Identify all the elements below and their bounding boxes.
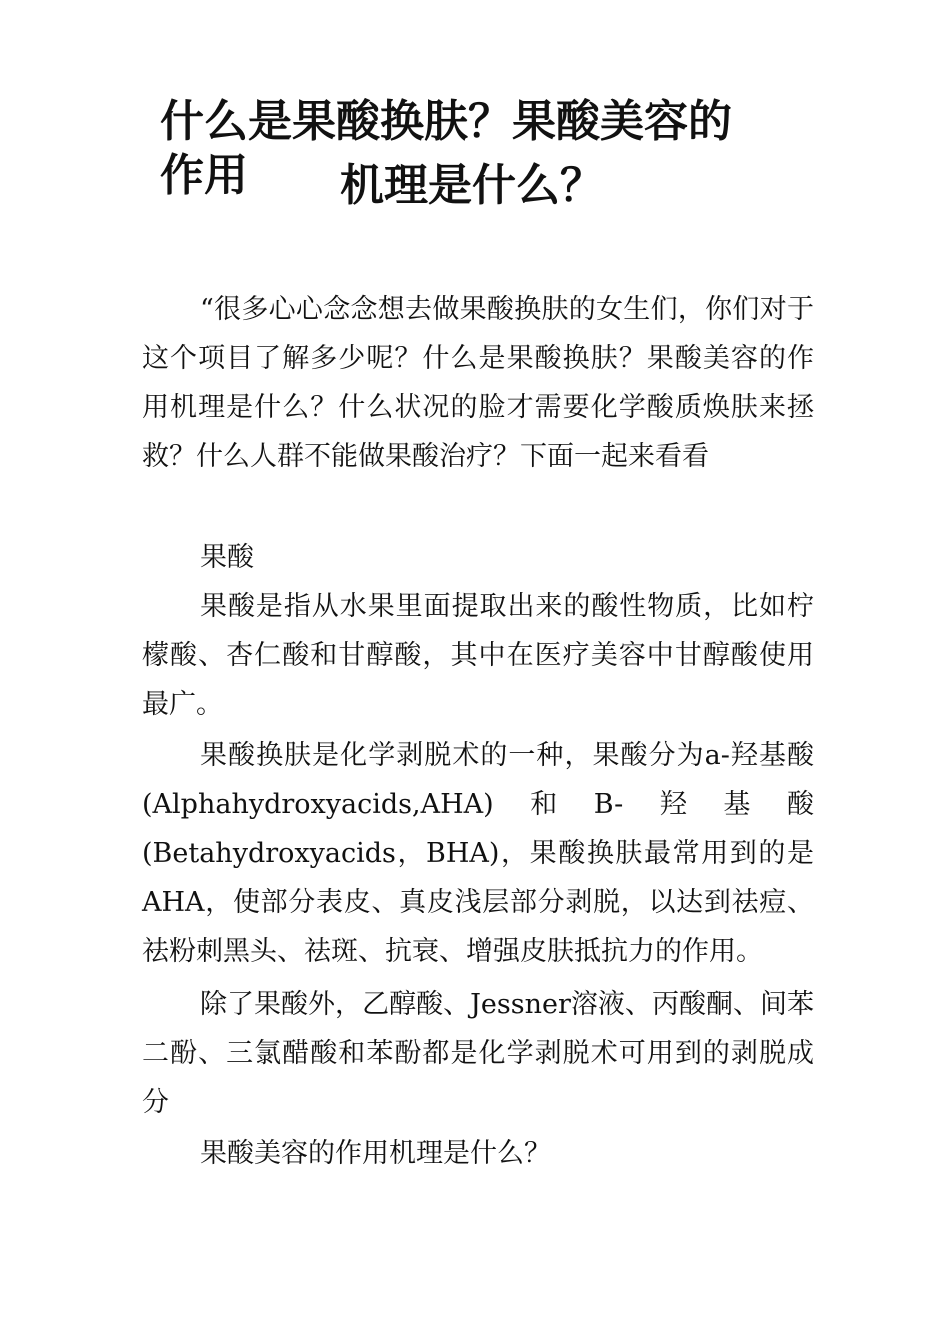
section-heading-fruit-acid: 果酸 — [200, 542, 254, 573]
peel-classification-paragraph: 果酸换肤是化学剥脱术的一种，果酸分为a-羟基酸(Alphahydroxyacids,AHA)和B-羟基酸(Betahydroxyacids，BHA)，果酸换肤最常用到的是AHA，使部分表皮、真皮浅层部分剥脱，以达到祛痘、祛粉刺黑头、祛斑、抗衰、增强皮肤抵抗力的作用。 — [142, 740, 814, 967]
section-heading-mechanism: 果酸美容的作用机理是什么？ — [200, 1138, 551, 1169]
fruit-acid-definition-paragraph: 果酸是指从水果里面提取出来的酸性物质，比如柠檬酸、杏仁酸和甘醇酸，其中在医疗美容中甘醇酸使用最广。 — [142, 591, 814, 720]
document-title-line-3: 机理是什么？ — [340, 160, 604, 211]
intro-paragraph: “很多心心念念想去做果酸换肤的女生们，你们对于这个项目了解多少呢？什么是果酸换肤？果酸美容的作用机理是什么？什么状况的脸才需要化学酸质焕肤来拯救？什么人群不能做果酸治疗？下面一起来看看 — [142, 294, 814, 472]
document-title-line-2: 作用 — [160, 150, 248, 201]
document-title-line-1: 什么是果酸换肤？果酸美容的 — [160, 96, 732, 147]
other-agents-paragraph: 除了果酸外，乙醇酸、Jessner溶液、丙酸酮、间苯二酚、三氯醋酸和苯酚都是化学剥脱术可用到的剥脱成分 — [142, 989, 814, 1118]
